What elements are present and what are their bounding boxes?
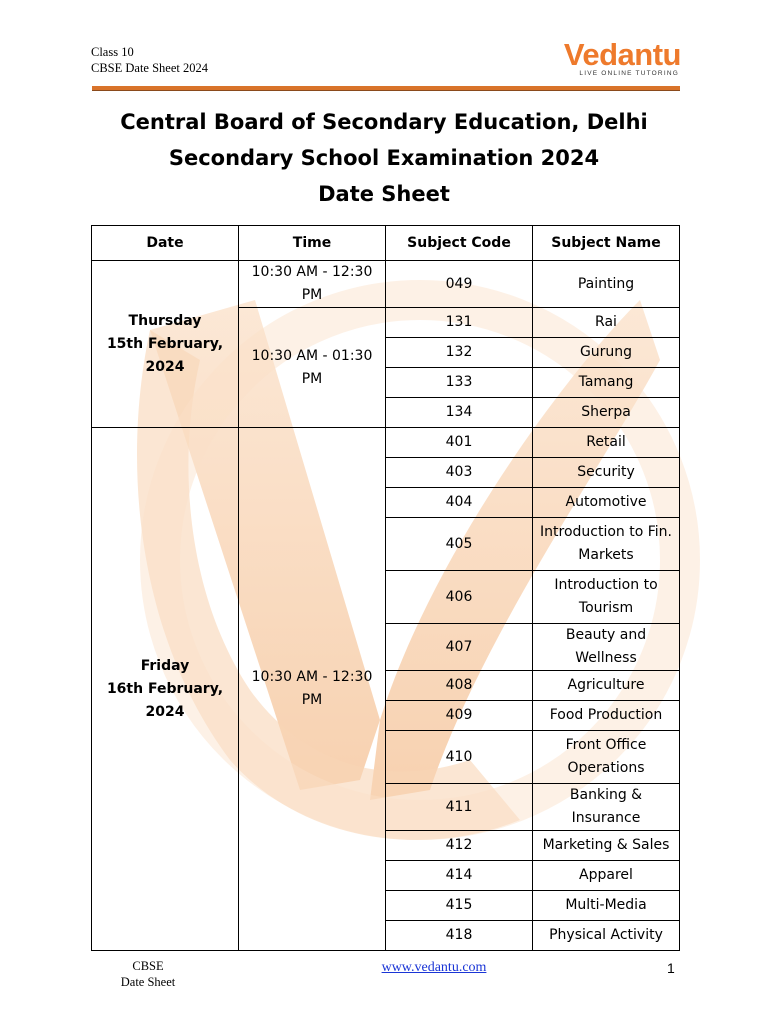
subject-code: 049 bbox=[386, 261, 533, 308]
subject-name: Multi-Media bbox=[533, 891, 680, 921]
subject-name: Gurung bbox=[533, 338, 680, 368]
document-header-info bbox=[91, 44, 208, 76]
subject-code: 415 bbox=[386, 891, 533, 921]
subject-name: Introduction to Tourism bbox=[533, 571, 680, 624]
subject-code: 405 bbox=[386, 518, 533, 571]
subject-code: 403 bbox=[386, 458, 533, 488]
subject-name: Beauty and Wellness bbox=[533, 624, 680, 671]
table-row bbox=[92, 261, 680, 308]
footer-date-sheet: Date Sheet bbox=[120, 975, 176, 989]
subject-code: 407 bbox=[386, 624, 533, 671]
subject-code: 132 bbox=[386, 338, 533, 368]
subject-code: 411 bbox=[386, 784, 533, 831]
header-divider bbox=[92, 86, 680, 91]
column-header-time: Time bbox=[239, 226, 386, 261]
subject-name: Banking & Insurance bbox=[533, 784, 680, 831]
subject-code: 406 bbox=[386, 571, 533, 624]
subject-code: 134 bbox=[386, 398, 533, 428]
class-label: Class 10 bbox=[91, 45, 134, 59]
subject-name: Front Office Operations bbox=[533, 731, 680, 784]
subject-name: Retail bbox=[533, 428, 680, 458]
subject-name: Physical Activity bbox=[533, 921, 680, 951]
title-board: Central Board of Secondary Education, Delhi bbox=[120, 110, 648, 134]
date-text: 15th February, 2024 bbox=[106, 335, 224, 375]
subject-code: 418 bbox=[386, 921, 533, 951]
logo-wordmark: Vedantu bbox=[563, 37, 681, 72]
page-number: 1 bbox=[667, 960, 675, 976]
subject-name: Food Production bbox=[533, 701, 680, 731]
vedantu-logo bbox=[553, 37, 681, 77]
subject-code: 401 bbox=[386, 428, 533, 458]
date-text: 16th February, 2024 bbox=[106, 680, 224, 720]
subject-name: Painting bbox=[533, 261, 680, 308]
weekday: Thursday bbox=[128, 312, 202, 329]
subject-name: Security bbox=[533, 458, 680, 488]
column-header-date: Date bbox=[92, 226, 239, 261]
date-sheet-table bbox=[91, 225, 680, 951]
subject-code: 410 bbox=[386, 731, 533, 784]
time-cell: 10:30 AM - 01:30 PM bbox=[239, 308, 386, 428]
subject-name: Tamang bbox=[533, 368, 680, 398]
subject-name: Apparel bbox=[533, 861, 680, 891]
vedantu-website-link[interactable]: www.vedantu.com bbox=[381, 960, 487, 975]
date-cell bbox=[92, 261, 239, 428]
subject-code: 409 bbox=[386, 701, 533, 731]
logo-tagline: LIVE ONLINE TUTORING bbox=[579, 70, 679, 77]
subject-code: 412 bbox=[386, 831, 533, 861]
subject-code: 404 bbox=[386, 488, 533, 518]
sheet-label: CBSE Date Sheet 2024 bbox=[91, 61, 209, 75]
subject-code: 131 bbox=[386, 308, 533, 338]
table-header-row bbox=[92, 226, 680, 261]
time-cell: 10:30 AM - 12:30 PM bbox=[239, 428, 386, 951]
subject-code: 408 bbox=[386, 671, 533, 701]
weekday: Friday bbox=[140, 657, 190, 674]
subject-name: Marketing & Sales bbox=[533, 831, 680, 861]
subject-name: Automotive bbox=[533, 488, 680, 518]
title-date-sheet: Date Sheet bbox=[318, 182, 450, 206]
column-header-subject-name: Subject Name bbox=[533, 226, 680, 261]
subject-name: Sherpa bbox=[533, 398, 680, 428]
subject-name: Agriculture bbox=[533, 671, 680, 701]
subject-name: Rai bbox=[533, 308, 680, 338]
title-exam: Secondary School Examination 2024 bbox=[168, 146, 600, 170]
time-cell: 10:30 AM - 12:30 PM bbox=[239, 261, 386, 308]
column-header-subject-code: Subject Code bbox=[386, 226, 533, 261]
date-cell bbox=[92, 428, 239, 951]
footer-cbse: CBSE bbox=[132, 959, 164, 973]
document-title-block bbox=[0, 104, 768, 212]
table-row bbox=[92, 428, 680, 458]
subject-name: Introduction to Fin. Markets bbox=[533, 518, 680, 571]
subject-code: 414 bbox=[386, 861, 533, 891]
subject-code: 133 bbox=[386, 368, 533, 398]
